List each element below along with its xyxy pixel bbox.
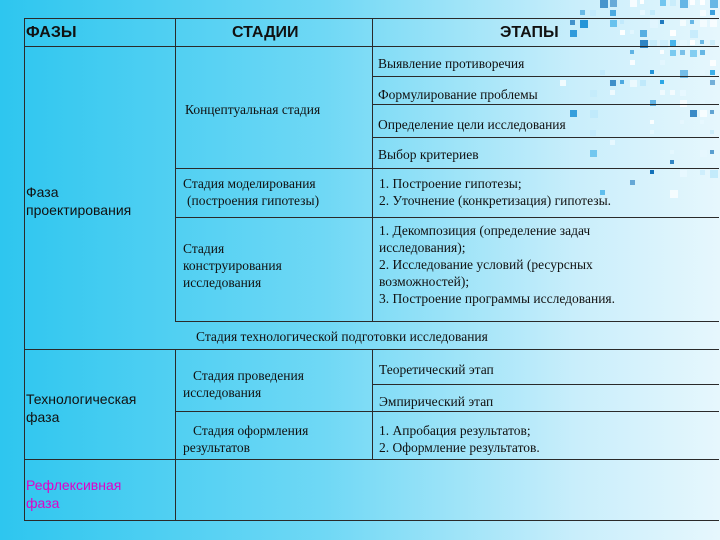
decorative-pixel: [710, 110, 714, 114]
stage-tech-prep: Стадия технологической подготовки исследования: [196, 329, 488, 344]
header-steps: ЭТАПЫ: [500, 24, 559, 41]
stage-conceptual: Концептуальная стадия: [185, 102, 321, 117]
decorative-pixel: [660, 0, 666, 6]
decorative-pixel: [670, 90, 675, 95]
stage-modeling-line-1: Стадия моделирования: [183, 176, 316, 191]
decorative-pixel: [710, 130, 714, 134]
decorative-pixel: [570, 110, 577, 117]
decorative-pixel: [650, 120, 654, 124]
step-approbation: 1. Апробация результатов;: [379, 423, 531, 438]
decorative-pixel: [650, 100, 656, 106]
decorative-pixel: [710, 0, 718, 8]
decorative-pixel: [660, 20, 664, 24]
decorative-pixel: [630, 180, 635, 185]
decorative-pixel: [670, 0, 676, 6]
decorative-pixel: [700, 0, 705, 5]
step-identify-contradiction: Выявление противоречия: [378, 56, 525, 71]
decorative-pixel: [610, 20, 617, 27]
decorative-pixel: [710, 170, 718, 178]
steps-construct: [379, 222, 615, 307]
step-study-conditions-cont: возможностей);: [379, 274, 470, 289]
decorative-pixel: [590, 90, 597, 97]
step-formulate-problem: Формулирование проблемы: [378, 87, 538, 102]
decorative-pixel: [580, 10, 585, 15]
decorative-pixel: [610, 10, 616, 16]
decorative-pixel: [560, 80, 566, 86]
decorative-pixel: [660, 60, 665, 65]
decorative-pixel: [610, 140, 615, 145]
decorative-pixel: [670, 150, 674, 154]
stage-modeling-line-2: (построения гипотезы): [187, 193, 320, 208]
stage-results: [183, 422, 308, 456]
phase-technological: [26, 390, 136, 426]
decorative-pixel: [700, 70, 705, 75]
decorative-pixel: [610, 80, 616, 86]
step-refine-hypothesis: 2. Уточнение (конкретизация) гипотезы.: [379, 193, 612, 208]
stage-results-line-1: Стадия оформления: [193, 423, 309, 438]
decorative-pixel: [590, 130, 596, 136]
stage-results-line-2: результатов: [183, 440, 251, 455]
steps-modeling: [379, 175, 611, 209]
decorative-pixel: [650, 170, 654, 174]
decorative-pixel: [690, 40, 695, 45]
decorative-pixel: [700, 110, 707, 117]
decorative-pixel: [650, 20, 658, 28]
decorative-pixel: [670, 190, 678, 198]
decorative-pixel: [660, 50, 664, 54]
header-stages: СТАДИИ: [232, 24, 299, 41]
header-phases: ФАЗЫ: [26, 24, 77, 41]
decorative-pixel: [710, 10, 715, 15]
decorative-pixel: [650, 130, 654, 134]
decorative-pixel: [710, 40, 715, 45]
decorative-pixel: [650, 70, 654, 74]
phase-technological-line-1: Технологическая: [26, 391, 137, 407]
steps-results: [379, 422, 540, 456]
step-empirical: Эмпирический этап: [379, 394, 494, 409]
decorative-pixel: [680, 170, 687, 177]
decorative-pixel: [600, 0, 608, 8]
decorative-pixel: [680, 50, 685, 55]
decorative-pixel: [640, 10, 645, 15]
decorative-pixel: [710, 20, 717, 27]
stage-conduct-line-2: исследования: [183, 385, 262, 400]
decorative-pixel: [590, 10, 596, 16]
decorative-pixel: [680, 120, 684, 124]
decorative-pixel: [690, 30, 698, 38]
decorative-pixel: [700, 170, 705, 175]
decorative-pixel: [660, 80, 664, 84]
phase-technological-line-2: фаза: [26, 409, 60, 425]
decorative-pixel: [590, 110, 598, 118]
stage-modeling: [183, 175, 319, 209]
step-study-conditions: 2. Исследование условий (ресурсных: [379, 257, 593, 272]
decorative-pixel: [670, 50, 676, 56]
decorative-pixel: [690, 50, 697, 57]
decorative-pixel: [710, 150, 714, 154]
decorative-pixel: [630, 50, 634, 54]
phase-design-line-2: проектирования: [26, 202, 132, 218]
decorative-pixel: [700, 40, 704, 44]
decorative-pixel: [630, 80, 637, 87]
decorative-pixel: [670, 30, 676, 36]
decorative-pixel: [580, 20, 588, 28]
decorative-pixel: [610, 0, 617, 7]
step-define-goal: Определение цели исследования: [378, 117, 566, 132]
decorative-pixel: [620, 20, 624, 24]
decorative-pixel: [690, 110, 697, 117]
stage-conduct-line-1: Стадия проведения: [193, 368, 304, 383]
decorative-pixel: [610, 90, 615, 95]
step-build-hypothesis: 1. Построение гипотезы;: [379, 176, 522, 191]
decorative-pixel: [700, 120, 704, 124]
decorative-pixel: [620, 30, 625, 35]
phase-design: [26, 183, 131, 219]
decorative-pixel: [590, 150, 597, 157]
decorative-pixel: [670, 160, 674, 164]
decorative-pixel: [700, 10, 706, 16]
decorative-pixel: [680, 90, 686, 96]
decorative-pixel: [700, 50, 705, 55]
decorative-pixel: [700, 20, 707, 27]
decorative-pixel: [650, 10, 655, 15]
stage-conduct: [183, 367, 304, 401]
decorative-pixel-pattern: [540, 0, 720, 200]
step-build-program: 3. Построение программы исследования.: [379, 291, 615, 306]
decorative-pixel: [710, 70, 715, 75]
phase-reflexive-line-2: фаза: [26, 495, 60, 511]
step-decomposition: 1. Декомпозиция (определение задач: [379, 223, 591, 238]
decorative-pixel: [680, 0, 688, 8]
decorative-pixel: [570, 30, 577, 37]
stage-construct: [183, 240, 282, 291]
decorative-pixel: [660, 90, 665, 95]
phase-design-line-1: Фаза: [26, 184, 59, 200]
decorative-pixel: [710, 60, 716, 66]
decorative-pixel: [630, 30, 634, 34]
stage-construct-line-3: исследования: [183, 275, 262, 290]
decorative-pixel: [630, 60, 635, 65]
decorative-pixel: [710, 80, 715, 85]
decorative-pixel: [600, 70, 605, 75]
decorative-pixel: [680, 20, 686, 26]
stage-construct-line-1: Стадия: [183, 241, 225, 256]
decorative-pixel: [640, 80, 646, 86]
step-decomposition-cont: исследования);: [379, 240, 466, 255]
decorative-pixel: [690, 20, 694, 24]
decorative-pixel: [620, 80, 624, 84]
decorative-pixel: [640, 0, 644, 4]
step-format-results: 2. Оформление результатов.: [379, 440, 540, 455]
decorative-pixel: [640, 30, 647, 37]
decorative-pixel: [630, 0, 637, 7]
decorative-pixel: [570, 20, 575, 25]
step-select-criteria: Выбор критериев: [378, 147, 479, 162]
phase-reflexive: [26, 476, 121, 512]
decorative-pixel: [690, 0, 695, 5]
decorative-pixel: [700, 150, 707, 157]
phase-reflexive-line-1: Рефлексивная: [26, 477, 122, 493]
stage-construct-line-2: конструирования: [183, 258, 282, 273]
step-theoretical: Теоретический этап: [379, 362, 494, 377]
